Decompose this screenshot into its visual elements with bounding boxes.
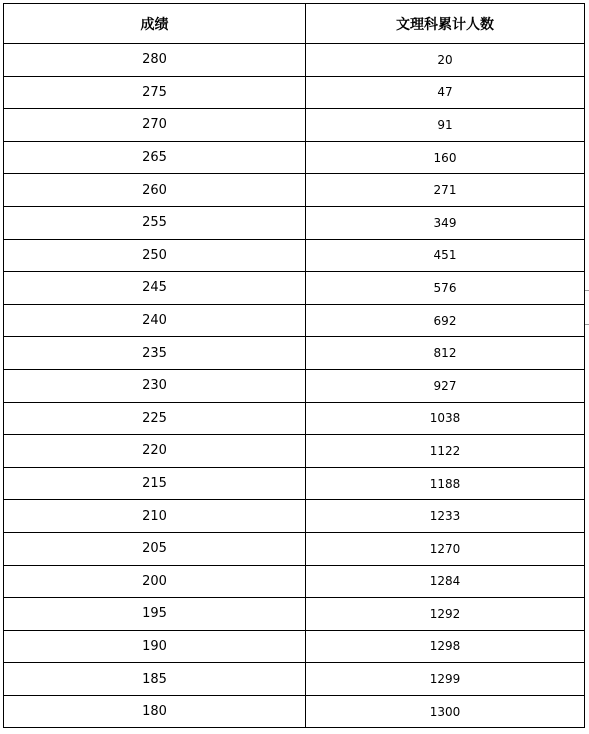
table-body <box>4 44 585 728</box>
table-row <box>4 630 585 663</box>
score-cell: 260 <box>4 174 306 207</box>
cumulative-count-cell: 1298 <box>306 630 585 663</box>
score-cell: 190 <box>4 630 306 663</box>
cumulative-count-cell: 1233 <box>306 500 585 533</box>
header-cumulative-count: 文理科累计人数 <box>306 4 585 44</box>
table-row <box>4 402 585 435</box>
score-cell: 205 <box>4 532 306 565</box>
score-cell: 255 <box>4 206 306 239</box>
table-row <box>4 467 585 500</box>
table-row <box>4 109 585 142</box>
score-cell: 245 <box>4 272 306 305</box>
cumulative-count-cell: 1300 <box>306 695 585 728</box>
score-cell: 240 <box>4 304 306 337</box>
score-cell: 280 <box>4 44 306 77</box>
cumulative-count-cell: 20 <box>306 44 585 77</box>
score-cell: 220 <box>4 435 306 468</box>
score-cell: 185 <box>4 663 306 696</box>
cumulative-count-cell: 451 <box>306 239 585 272</box>
table-row <box>4 239 585 272</box>
score-cell: 215 <box>4 467 306 500</box>
cumulative-count-cell: 1122 <box>306 435 585 468</box>
table-row <box>4 663 585 696</box>
cumulative-count-cell: 349 <box>306 206 585 239</box>
table-row <box>4 76 585 109</box>
cumulative-count-cell: 47 <box>306 76 585 109</box>
score-cell: 180 <box>4 695 306 728</box>
table-header <box>4 4 585 44</box>
score-cell: 225 <box>4 402 306 435</box>
table-row <box>4 174 585 207</box>
cumulative-count-cell: 812 <box>306 337 585 370</box>
header-score: 成绩 <box>4 4 306 44</box>
cut-off-footnote <box>3 729 323 734</box>
cumulative-count-cell: 692 <box>306 304 585 337</box>
cumulative-count-cell: 576 <box>306 272 585 305</box>
score-cell: 235 <box>4 337 306 370</box>
score-cell: 195 <box>4 598 306 631</box>
score-cell: 250 <box>4 239 306 272</box>
score-distribution-table <box>3 3 585 728</box>
edge-mark <box>585 290 589 291</box>
table-row <box>4 272 585 305</box>
cumulative-count-cell: 1270 <box>306 532 585 565</box>
cumulative-count-cell: 91 <box>306 109 585 142</box>
table-row <box>4 44 585 77</box>
table-row <box>4 206 585 239</box>
header-row <box>4 4 585 44</box>
table-row <box>4 565 585 598</box>
edge-mark <box>585 324 589 325</box>
score-cell: 200 <box>4 565 306 598</box>
table-row <box>4 500 585 533</box>
table-row <box>4 532 585 565</box>
score-cell: 270 <box>4 109 306 142</box>
cumulative-count-cell: 927 <box>306 369 585 402</box>
cumulative-count-cell: 271 <box>306 174 585 207</box>
table-row <box>4 598 585 631</box>
score-cell: 275 <box>4 76 306 109</box>
table-row <box>4 695 585 728</box>
table-row <box>4 304 585 337</box>
cumulative-count-cell: 1038 <box>306 402 585 435</box>
table-row <box>4 369 585 402</box>
table-row <box>4 141 585 174</box>
cumulative-count-cell: 1299 <box>306 663 585 696</box>
score-cell: 265 <box>4 141 306 174</box>
cumulative-count-cell: 1284 <box>306 565 585 598</box>
cumulative-count-cell: 1188 <box>306 467 585 500</box>
cumulative-count-cell: 1292 <box>306 598 585 631</box>
score-cell: 230 <box>4 369 306 402</box>
score-cell: 210 <box>4 500 306 533</box>
table-row <box>4 435 585 468</box>
table-row <box>4 337 585 370</box>
cumulative-count-cell: 160 <box>306 141 585 174</box>
